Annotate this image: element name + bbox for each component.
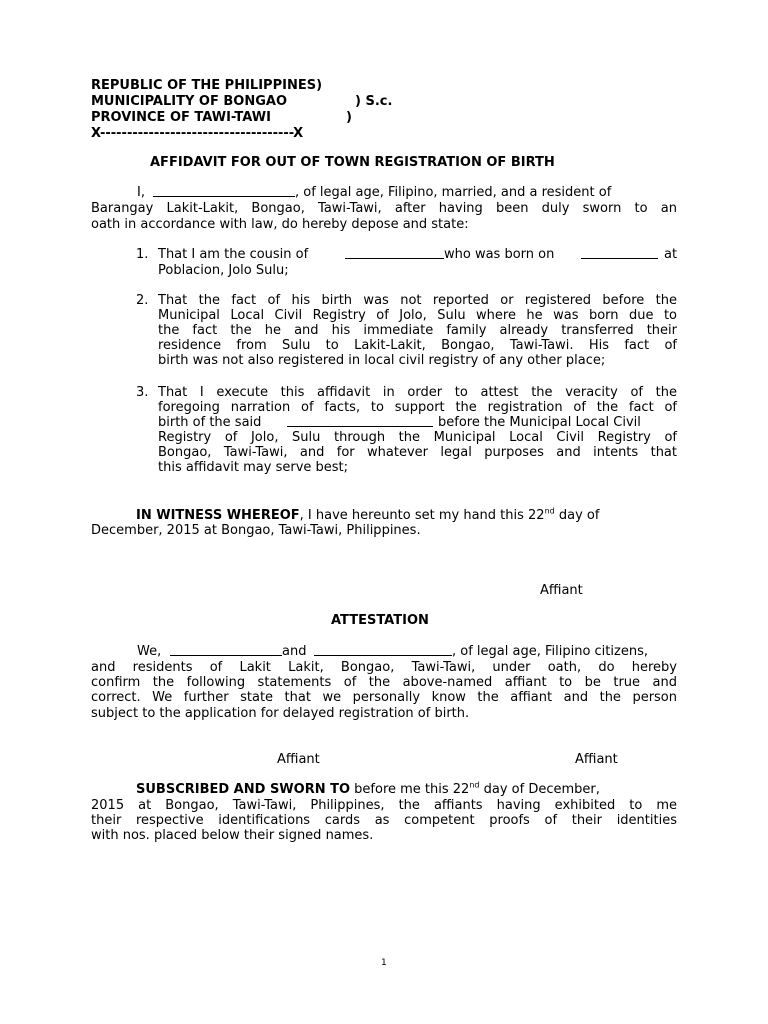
affiant-signature-label: Affiant bbox=[540, 583, 583, 598]
item-3-line1: That I execute this affidavit in order to attest the veracity of the bbox=[158, 385, 677, 400]
document-title: AFFIDAVIT FOR OUT OF TOWN REGISTRATION OF BIRTH bbox=[150, 155, 555, 170]
header-republic: REPUBLIC OF THE PHILIPPINES) bbox=[91, 78, 323, 93]
header-sc: ) S.c. bbox=[355, 94, 393, 109]
affiant-left-label: Affiant bbox=[277, 752, 320, 767]
cousin-name-blank bbox=[345, 247, 444, 259]
item-2-line2: Municipal Local Civil Registry of Jolo, Sulu where he was born due to bbox=[158, 308, 677, 323]
witness-sup: nd bbox=[544, 506, 555, 516]
witness-text-a: , I have hereunto set my hand this 22 bbox=[299, 508, 545, 523]
item-1-text-b: who was born on bbox=[444, 247, 555, 262]
sworn-line4: with nos. placed below their signed names. bbox=[91, 828, 374, 843]
attestation-and: and bbox=[282, 644, 307, 659]
header-municipality: MUNICIPALITY OF BONGAO bbox=[91, 94, 287, 109]
attestation-line2: and residents of Lakit Lakit, Bongao, Tawi-Tawi, under oath, do hereby bbox=[91, 660, 677, 675]
subject-name-blank bbox=[287, 415, 433, 427]
witness-bold: IN WITNESS WHEREOF bbox=[136, 508, 300, 523]
witness1-name-blank bbox=[170, 644, 282, 656]
item-3-line2: foregoing narration of facts, to support the registration of the fact of bbox=[158, 400, 677, 415]
attestation-line3: confirm the following statements of the above-named affiant to be true and bbox=[91, 675, 677, 690]
attestation-line4: correct. We further state that we personally know the affiant and the person bbox=[91, 690, 677, 705]
item-1-line2: Poblacion, Jolo Sulu; bbox=[158, 263, 289, 278]
item-3-line3b: before the Municipal Local Civil bbox=[438, 415, 641, 430]
item-3-line5: Bongao, Tawi-Tawi, and for whatever legal purposes and intents that bbox=[158, 445, 677, 460]
attestation-title: ATTESTATION bbox=[331, 613, 429, 628]
intro-line1: , of legal age, Filipino, married, and a resident of bbox=[295, 185, 612, 200]
item-2-line3: the fact the he and his immediate family already transferred their bbox=[158, 323, 677, 338]
item-2-line1: That the fact of his birth was not reported or registered before the bbox=[158, 293, 677, 308]
intro-line3: oath in accordance with law, do hereby depose and state: bbox=[91, 217, 469, 232]
sworn-bold: SUBSCRIBED AND SWORN TO bbox=[136, 782, 351, 797]
item-1-text-c: at bbox=[664, 247, 678, 262]
name-blank bbox=[153, 185, 295, 197]
item-2-line5: birth was not also registered in local civil registry of any other place; bbox=[158, 353, 606, 368]
intro-line2: Barangay Lakit-Lakit, Bongao, Tawi-Tawi, after having been duly sworn to an bbox=[91, 201, 677, 216]
sworn-line3: their respective identifications cards as competent proofs of their identities bbox=[91, 813, 677, 828]
witness-line1 bbox=[136, 508, 599, 523]
item-3-line3a: birth of the said bbox=[158, 415, 262, 430]
witness-text-b: day of bbox=[558, 508, 600, 523]
sworn-line1 bbox=[136, 782, 600, 797]
item-2-line4: residence from Sulu to Lakit-Lakit, Bongao, Tawi-Tawi. His fact of bbox=[158, 338, 677, 353]
sworn-sup: nd bbox=[469, 780, 480, 790]
attestation-we: We, bbox=[137, 644, 162, 659]
header-province-paren: ) bbox=[346, 110, 352, 125]
header-divider: X------------------------------------X bbox=[91, 126, 304, 141]
page-number: 1 bbox=[381, 958, 387, 968]
birth-date-blank bbox=[581, 247, 658, 259]
witness2-name-blank bbox=[314, 644, 452, 656]
attestation-line1: , of legal age, Filipino citizens, bbox=[452, 644, 648, 659]
item-3-line6: this affidavit may serve best; bbox=[158, 460, 349, 475]
sworn-line2: 2015 at Bongao, Tawi-Tawi, Philippines, the affiants having exhibited to me bbox=[91, 798, 677, 813]
item-1-number: 1. bbox=[136, 247, 149, 262]
sworn-text-a: before me this 22 bbox=[354, 782, 470, 797]
item-3-number: 3. bbox=[136, 385, 149, 400]
item-2-number: 2. bbox=[136, 293, 149, 308]
intro-i: I, bbox=[137, 185, 145, 200]
item-1-text-a: That I am the cousin of bbox=[158, 247, 309, 262]
attestation-line5: subject to the application for delayed registration of birth. bbox=[91, 706, 470, 721]
witness-line2: December, 2015 at Bongao, Tawi-Tawi, Philippines. bbox=[91, 523, 421, 538]
affiant-right-label: Affiant bbox=[575, 752, 618, 767]
item-3-line4: Registry of Jolo, Sulu through the Municipal Local Civil Registry of bbox=[158, 430, 677, 445]
header-province: PROVINCE OF TAWI-TAWI bbox=[91, 110, 271, 125]
sworn-text-b: day of December, bbox=[483, 782, 600, 797]
